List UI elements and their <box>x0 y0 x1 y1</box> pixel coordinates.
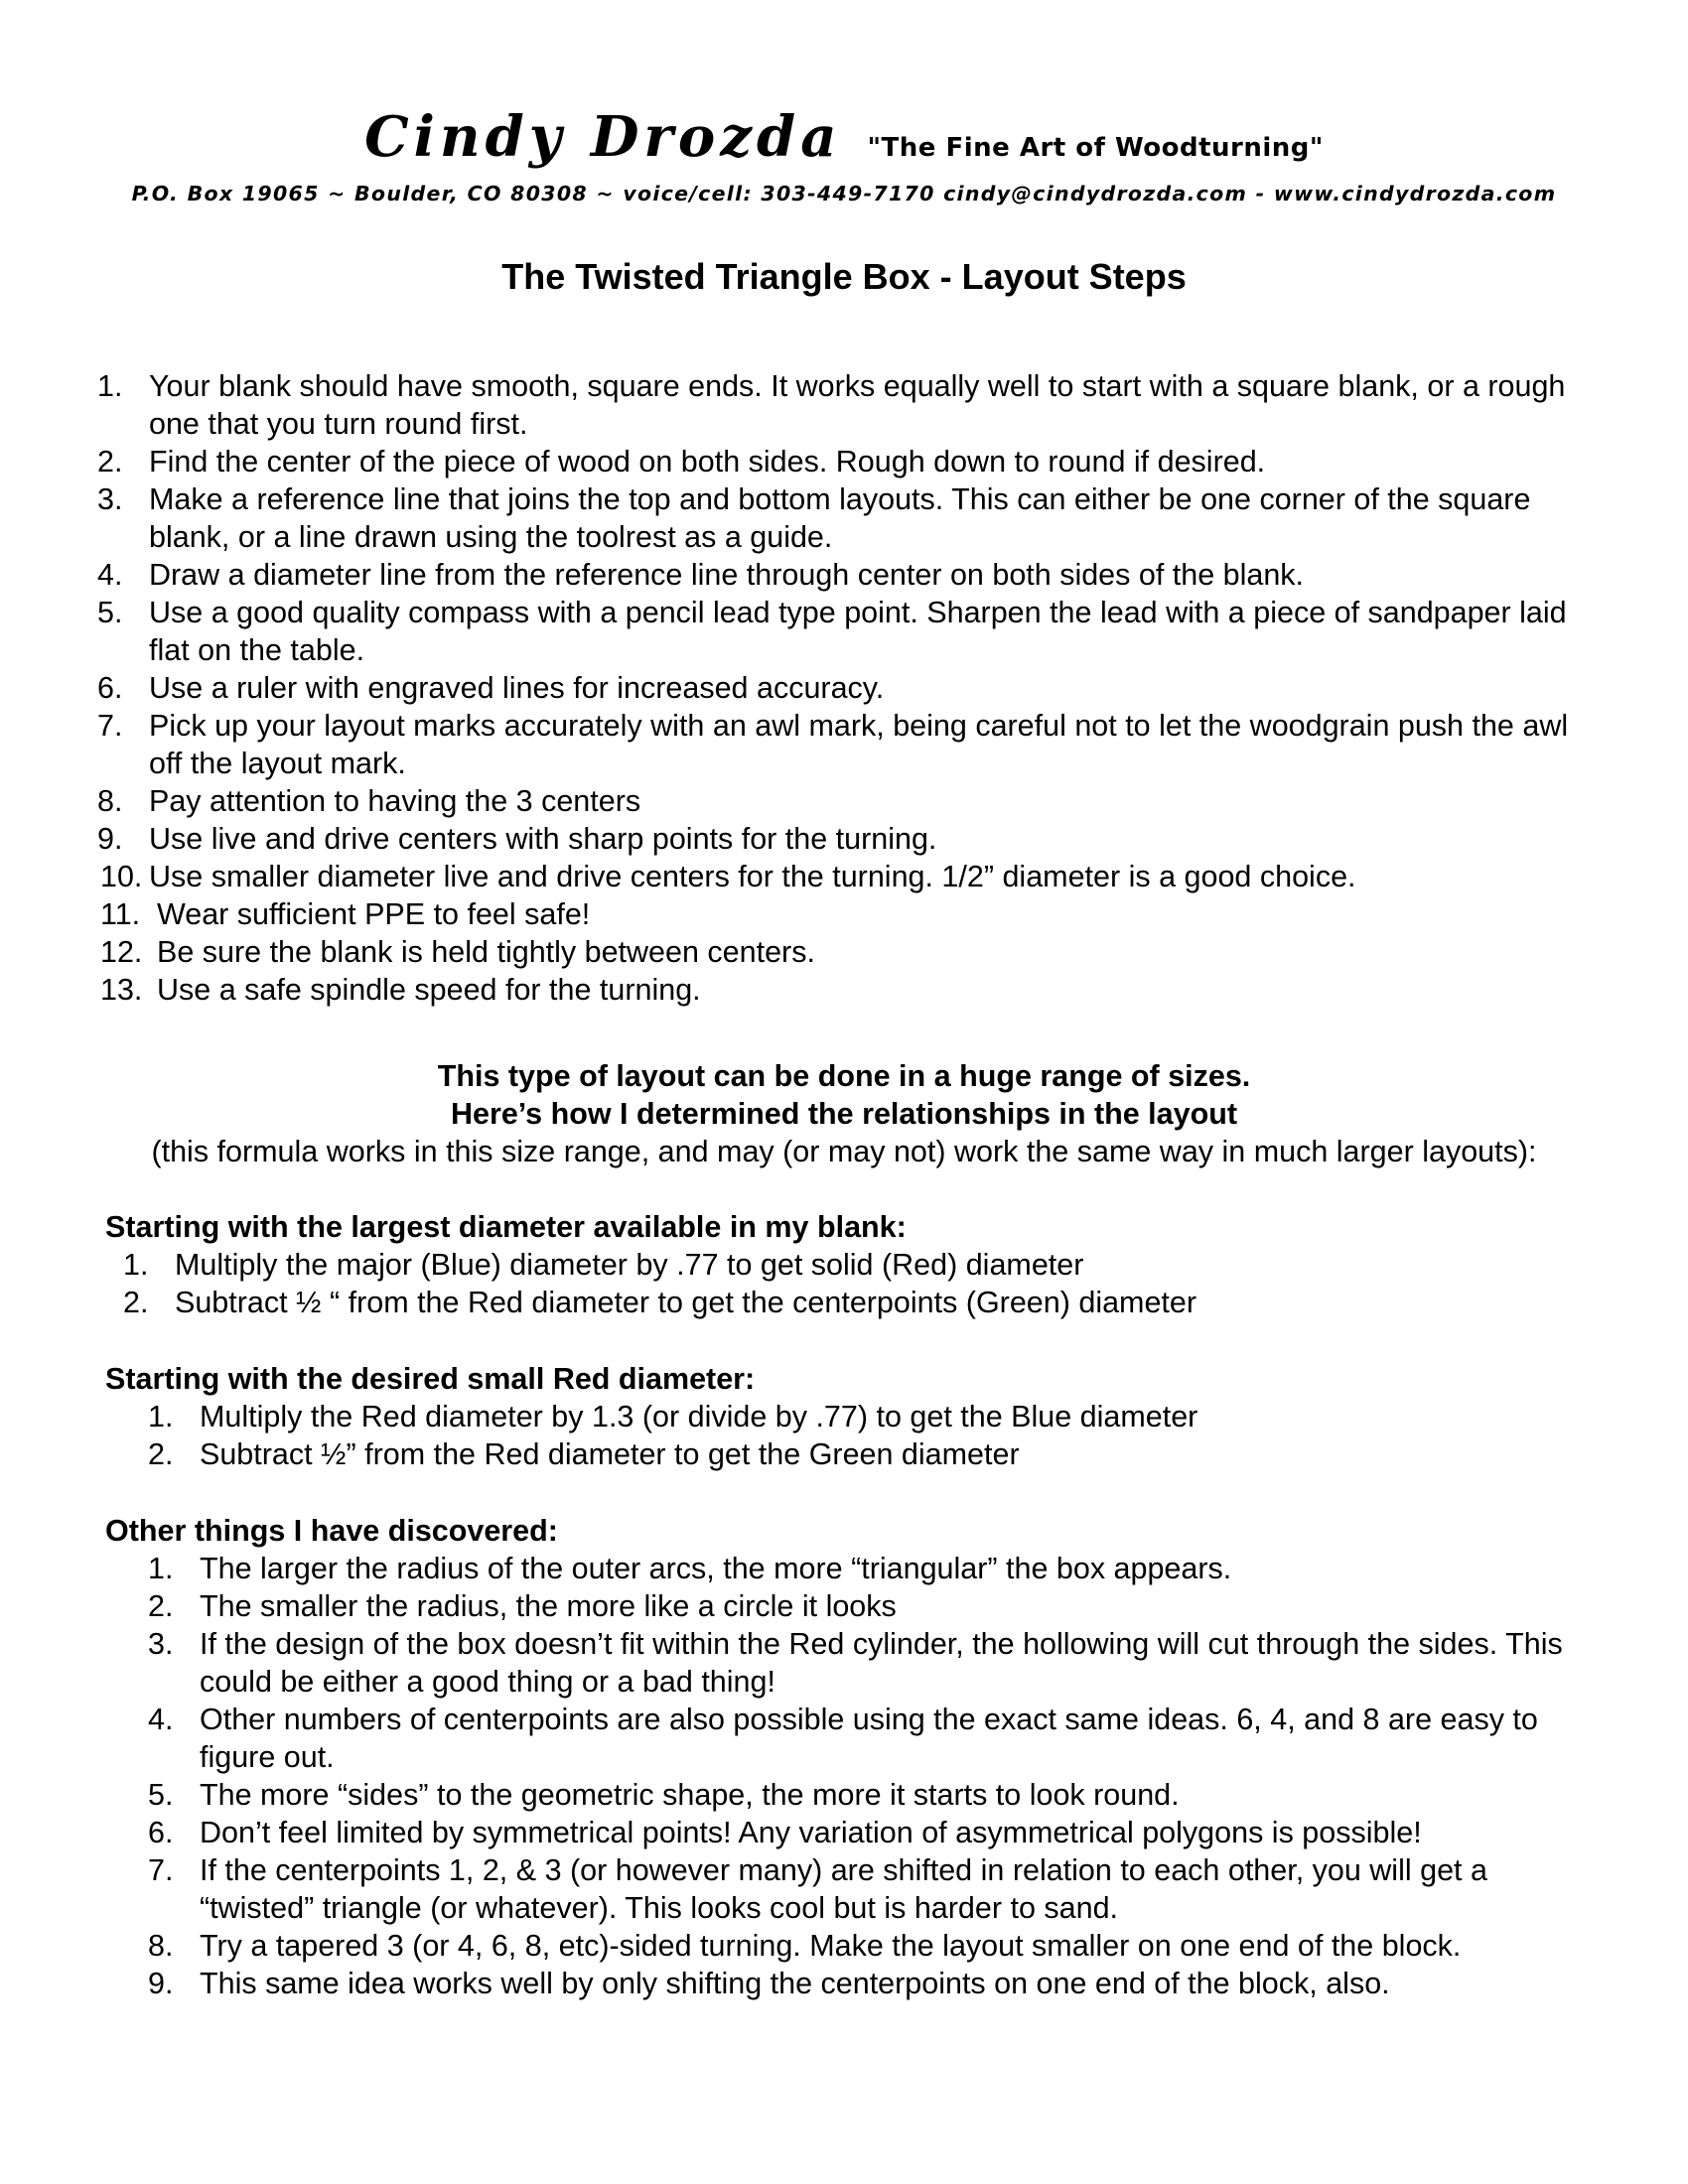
list-item <box>0 556 1688 594</box>
list-item <box>0 782 1688 820</box>
item-number: 1. <box>148 1400 174 1433</box>
item-text: Pick up your layout marks accurately with an awl mark, being careful not to let the woodgrain push the awl off the layout mark. <box>149 709 1569 780</box>
section-heading-other: Other things I have discovered: <box>105 1514 558 1548</box>
list-item <box>0 933 1688 971</box>
page-title: The Twisted Triangle Box - Layout Steps <box>501 256 1187 297</box>
intro-line: Here’s how I determined the relationships in the layout <box>450 1097 1238 1131</box>
list-item <box>0 1625 1688 1701</box>
item-number: 1. <box>123 1248 149 1282</box>
item-number: 2. <box>123 1286 149 1319</box>
brand-name: Cindy Drozda <box>364 104 842 170</box>
largest-diameter-list <box>0 1246 1688 1321</box>
item-number: 2. <box>148 1437 174 1471</box>
list-item <box>0 1814 1688 1851</box>
item-number: 1. <box>148 1552 174 1585</box>
item-text: Use smaller diameter live and drive centers for the turning. 1/2” diameter is a good choice. <box>149 860 1356 893</box>
item-number: 7. <box>97 709 123 743</box>
item-number: 9. <box>97 822 123 856</box>
item-text: The larger the radius of the outer arcs, the more “triangular” the box appears. <box>200 1552 1232 1585</box>
relationships-intro <box>0 1057 1688 1170</box>
item-number: 6. <box>97 671 123 705</box>
letterhead <box>0 104 1688 170</box>
item-number: 7. <box>148 1853 174 1887</box>
item-number: 10. <box>100 860 143 893</box>
item-number: 6. <box>148 1816 174 1849</box>
contact-info: P.O. Box 19065 ~ Boulder, CO 80308 ~ voice/cell: 303-449-7170 cindy@cindydrozda.com - www.cindydrozda.com <box>131 182 1557 205</box>
item-text: Multiply the Red diameter by 1.3 (or divide by .77) to get the Blue diameter <box>200 1400 1198 1433</box>
item-number: 4. <box>97 558 123 592</box>
item-text: Be sure the blank is held tightly between centers. <box>157 935 815 969</box>
item-text: This same idea works well by only shifting the centerpoints on one end of the block, also. <box>200 1967 1390 2000</box>
item-text: Use a safe spindle speed for the turning. <box>157 973 701 1007</box>
list-item <box>0 367 1688 443</box>
item-number: 8. <box>97 784 123 818</box>
item-number: 2. <box>148 1589 174 1623</box>
list-item <box>0 858 1688 895</box>
section-heading-largest: Starting with the largest diameter available in my blank: <box>105 1210 907 1244</box>
list-item <box>0 971 1688 1009</box>
list-item <box>0 1927 1688 1965</box>
item-number: 3. <box>148 1627 174 1661</box>
item-text: Draw a diameter line from the reference line through center on both sides of the blank. <box>149 558 1305 592</box>
list-item <box>0 1587 1688 1625</box>
tagline: "The Fine Art of Woodturning" <box>867 133 1324 163</box>
intro-note: (this formula works in this size range, and may (or may not) work the same way in much larger layouts): <box>151 1135 1537 1168</box>
list-item <box>0 1398 1688 1435</box>
list-item <box>0 669 1688 707</box>
list-item <box>0 594 1688 669</box>
item-text: Use live and drive centers with sharp points for the turning. <box>149 822 937 856</box>
item-number: 2. <box>97 445 123 478</box>
list-item <box>0 707 1688 782</box>
item-text: Use a good quality compass with a pencil lead type point. Sharpen the lead with a piece of sandpaper laid flat on the table. <box>149 596 1567 667</box>
list-item <box>0 480 1688 556</box>
item-text: If the centerpoints 1, 2, & 3 (or however many) are shifted in relation to each other, you will get a “twisted” triangle (or whatever). This looks cool but is harder to sand. <box>200 1853 1487 1925</box>
item-number: 1. <box>97 369 123 403</box>
list-item <box>0 1284 1688 1321</box>
item-text: Subtract ½ “ from the Red diameter to get the centerpoints (Green) diameter <box>175 1286 1197 1319</box>
item-text: Don’t feel limited by symmetrical points! Any variation of asymmetrical polygons is possible! <box>200 1816 1422 1849</box>
item-text: The more “sides” to the geometric shape, the more it starts to look round. <box>200 1778 1180 1812</box>
layout-steps-list <box>0 367 1688 1009</box>
item-number: 8. <box>148 1929 174 1963</box>
item-text: Pay attention to having the 3 centers <box>149 784 641 818</box>
list-item <box>0 1550 1688 1587</box>
item-text: If the design of the box doesn’t fit within the Red cylinder, the hollowing will cut through the sides. This could be either a good thing or a bad thing! <box>200 1627 1563 1699</box>
item-text: Your blank should have smooth, square ends. It works equally well to start with a square blank, or a rough one that you turn round first. <box>149 369 1566 441</box>
item-text: Wear sufficient PPE to feel safe! <box>157 897 591 931</box>
intro-line: This type of layout can be done in a huge range of sizes. <box>437 1059 1251 1093</box>
red-diameter-list <box>0 1398 1688 1473</box>
item-number: 4. <box>148 1703 174 1736</box>
item-number: 12. <box>100 935 143 969</box>
item-text: The smaller the radius, the more like a circle it looks <box>200 1589 897 1623</box>
list-item <box>0 1965 1688 2002</box>
list-item <box>0 1776 1688 1814</box>
item-text: Find the center of the piece of wood on both sides. Rough down to round if desired. <box>149 445 1266 478</box>
item-number: 13. <box>100 973 143 1007</box>
list-item <box>0 443 1688 480</box>
item-number: 11. <box>100 897 141 931</box>
list-item <box>0 1435 1688 1473</box>
section-heading-red: Starting with the desired small Red diameter: <box>105 1362 756 1396</box>
item-text: Make a reference line that joins the top and bottom layouts. This can either be one corner of the square blank, or a line drawn using the toolrest as a guide. <box>149 482 1531 554</box>
list-item <box>0 1851 1688 1927</box>
item-text: Use a ruler with engraved lines for increased accuracy. <box>149 671 885 705</box>
list-item <box>0 1246 1688 1284</box>
discoveries-list <box>0 1550 1688 2002</box>
list-item <box>0 820 1688 858</box>
item-text: Subtract ½” from the Red diameter to get the Green diameter <box>200 1437 1020 1471</box>
list-item <box>0 1701 1688 1776</box>
list-item <box>0 895 1688 933</box>
item-text: Try a tapered 3 (or 4, 6, 8, etc)-sided turning. Make the layout smaller on one end of the block. <box>200 1929 1462 1963</box>
item-text: Other numbers of centerpoints are also possible using the exact same ideas. 6, 4, and 8 are easy to figure out. <box>200 1703 1538 1774</box>
item-number: 9. <box>148 1967 174 2000</box>
item-text: Multiply the major (Blue) diameter by .77 to get solid (Red) diameter <box>175 1248 1084 1282</box>
item-number: 5. <box>148 1778 174 1812</box>
item-number: 3. <box>97 482 123 516</box>
item-number: 5. <box>97 596 123 629</box>
